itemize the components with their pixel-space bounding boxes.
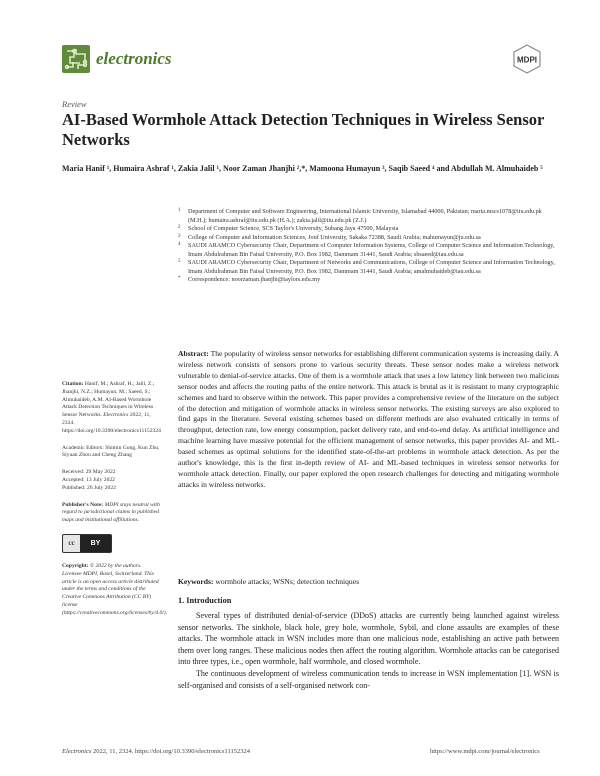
keywords-label: Keywords: bbox=[178, 577, 214, 586]
abstract-text: The popularity of wireless sensor networks for establishing different communication systems is increasing daily. A wireless network consists of sensors prone to various security threats. These sensor nodes make a wireless network vulnerable to denial-of-service attacks. One of them is a wormhole attack that uses a low latency link between two malicious sensor nodes and affects the routing paths of the entire network. This attack is brutal as it is resistant to many cryptographic schemes and hard to observe within the network. This paper provides a comprehensive review of the literature on the subject of the detection and mitigation of wormhole attacks in wireless sensor networks. The existing surveys are also explored to find gaps in the literature. Several existing schemes based on different methods are also evaluated critically in terms of throughput, detection rate, low energy consumption, packet delivery rate, and end-to-end delay. As artificial intelligence and machine learning have massive potential for the efficient management of sensor networks, this paper provides AI- and ML-based schemes as optimal solutions for the identified state-of-the-art problems in wormhole attack detection. As per the author's knowledge, this is the first in-depth review of AI- and ML-based techniques in wireless sensor networks for wormhole attack detection. Finally, our paper explored the open research challenges for detecting and mitigating wormhole attacks in wireless networks. bbox=[178, 349, 559, 489]
footer-doi[interactable]: 2022, 11, 2324. https://doi.org/10.3390/electronics11152324 bbox=[93, 748, 250, 755]
keywords-text: wormhole attacks; WSNs; detection techniques bbox=[215, 577, 360, 586]
citation-text: Hanif, M.; Ashraf, H.; Jalil, Z.; Jhanjhi, N.Z.; Humayun, M.; Saeed, S.; Almuhaideb, A.M. AI-Based Wormhole Attack Detection Techniques in Wireless Sensor Networks. bbox=[62, 381, 155, 419]
keywords bbox=[178, 577, 559, 588]
affiliation-item: 5 SAUDI ARAMCO Cybersecurity Chair, Department of Networks and Communications, College of Computer Science and Information Technology, Imam Abdulrahman Bin Faisal University, P.O. Box 1982, Dammam 31441, Saudi Arabia; amalmuhaideb@iau.edu.sa bbox=[178, 259, 555, 275]
article-title: AI-Based Wormhole Attack Detection Techniques in Wireless Sensor Networks bbox=[62, 110, 545, 149]
accepted-date: Accepted: 13 July 2022 bbox=[62, 476, 115, 483]
abstract bbox=[178, 349, 559, 491]
footer-journal: Electronics bbox=[62, 748, 92, 755]
affiliation-item: 1 Department of Computer and Software Engineering, International Islamic University, Islamabad 44000, Pakistan; maria.mscs1078@iiu.edu.pk (M.H.); humaira.ashraf@iiu.edu.pk (H.A.); zakia.jalil@iiu.edu.pk (Z.J.) bbox=[178, 208, 542, 224]
publisher-note-text: MDPI stays neutral with regard to jurisdictional claims in published maps and institutional affiliations. bbox=[62, 501, 160, 524]
footer-url[interactable]: https://www.mdpi.com/journal/electronics bbox=[430, 748, 540, 755]
article-type: Review bbox=[62, 99, 87, 109]
cc-by-license-icon[interactable] bbox=[62, 534, 112, 553]
abstract-label: Abstract: bbox=[178, 349, 209, 358]
editors-label: Academic Editors: bbox=[62, 444, 104, 451]
left-margin bbox=[62, 381, 168, 627]
mdpi-logo-icon[interactable] bbox=[512, 44, 542, 74]
affiliations bbox=[178, 208, 558, 285]
citation-doi[interactable]: 2022, 11, 2324. https://doi.org/10.3390/electronics11152324 bbox=[62, 412, 161, 434]
citation-journal: Electronics bbox=[103, 412, 129, 419]
correspondence: * Correspondence: noorzaman.jhanjhi@taylors.edu.my bbox=[178, 276, 321, 283]
by-label: BY bbox=[80, 535, 111, 552]
journal-name[interactable]: electronics bbox=[96, 49, 172, 68]
paragraph: Several types of distributed denial-of-service (DDoS) attacks are currently being launched against wireless sensor networks. The sinkhole, black hole, grey hole, wormhole, Sybil, and clone assaults are examples of these attacks. The wormhole attack in WSN includes more than one malicious node, establishing an active path between them over long ranges. These malicious nodes then affect the routing algorithm. Wormhole attacks can be categorised into three types, i.e., open wormhole, half wormhole, and closed wormhole. bbox=[178, 611, 559, 667]
journal-logo-icon bbox=[62, 45, 90, 73]
copyright-label: Copyright: bbox=[62, 562, 89, 569]
introduction-body bbox=[178, 610, 559, 691]
affiliation-item: 3 College of Computer and Information Sciences, Jouf University, Sakaka 72388, Saudi Arabia; mahumayun@ju.edu.sa bbox=[178, 233, 481, 241]
published-date: Published: 26 July 2022 bbox=[62, 484, 116, 491]
affiliation-item: 2 School of Computer Science, SCS Taylor's University, Subang Jaya 47500, Malaysia bbox=[178, 225, 399, 232]
section-heading: 1. Introduction bbox=[178, 596, 232, 605]
citation-block bbox=[62, 381, 162, 436]
publisher-note-label: Publisher's Note: bbox=[62, 501, 104, 508]
dates bbox=[62, 469, 162, 492]
received-date: Received: 29 May 2022 bbox=[62, 469, 116, 476]
editors-text: Shimin Gong, Kun Zhu, Siyuan Zhou and Cheng Zhang bbox=[62, 444, 160, 459]
copyright bbox=[62, 562, 168, 618]
paragraph: The continuous development of wireless communication tends to increase in WSN implementation [1]. WSN is self-organised and consists of a self-organised network con- bbox=[178, 668, 559, 690]
copyright-text: © 2022 by the authors. Licensee MDPI, Basel, Switzerland. This article is an open access article distributed under the terms and conditions of the Creative Commons Attribution (CC BY) license (https://creativecommons.org/licenses/by/4.0/). bbox=[62, 562, 168, 616]
publisher-note bbox=[62, 502, 162, 525]
mdpi-logo-text: MDPI bbox=[517, 55, 537, 65]
footer-citation bbox=[62, 748, 250, 755]
affiliation-item: 4 SAUDI ARAMCO Cybersecurity Chair, Department of Computer Information Systems, College of Computer Science and Information Technology, Imam Abdulrahman Bin Faisal University, P.O. Box 1982, Dammam 31441, Saudi Arabia; sbsaeed@iau.edu.sa bbox=[178, 242, 555, 258]
academic-editors bbox=[62, 445, 162, 461]
citation-label: Citation: bbox=[62, 381, 84, 387]
author-list: Maria Hanif ¹, Humaira Ashraf ¹, Zakia Jalil ¹, Noor Zaman Jhanjhi ²,*, Mamoona Humayun ³, Saqib Saeed ⁴ and Abdullah M. Almuhaideb ⁵ bbox=[62, 164, 543, 173]
cc-label: cc bbox=[68, 538, 75, 547]
